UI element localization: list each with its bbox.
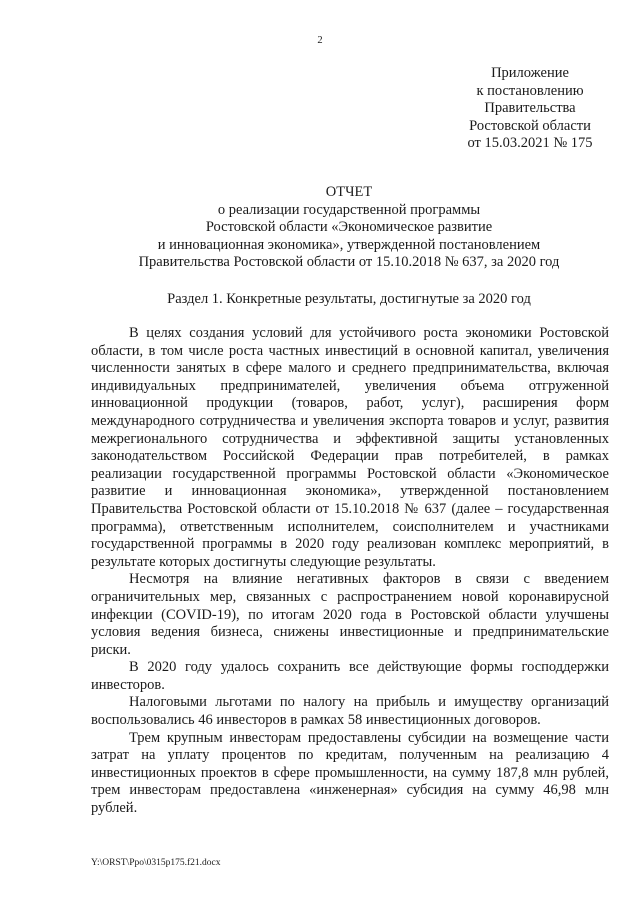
footer-file-path: Y:\ORST\Ppo\0315p175.f21.docx: [91, 858, 221, 868]
paragraph: В 2020 году удалось сохранить все действующие формы господдержки инвесторов.: [91, 659, 609, 693]
report-subtitle-line: Правительства Ростовской области от 15.10.2018 № 637, за 2020 год: [138, 254, 560, 271]
paragraph: Налоговыми льготами по налогу на прибыль и имуществу организаций воспользовались 46 инвесторов в рамках 58 инвестиционных договоров.: [91, 694, 609, 729]
paragraph: В целях создания условий для устойчивого роста экономики Ростовской области, в том числе роста частных инвестиций в основной капитал, увеличения численности занятых в сфере малого и среднего предпринимательства, включая индивидуальных предпринимателей, увеличения объема отгруженной инновационной продукции (товаров, работ, услуг), расширения форм международного сотрудничества и увеличения экспорта товаров и услуг, развития межрегионального сотрудничества и эффективной защиты установленных законодательством Российской Федерации прав потребителей, в рамках реализации государственной программы Ростовской области «Экономическое развитие и инновационная экономика», утвержденной постановлением Правительства Ростовской области от 15.10.2018 № 637 (далее – государственная программа), ответственным исполнителем, соисполнителем и участниками государственной программы в 2020 году реализован комплекс мероприятий, в результате которых достигнуты следующие результаты.: [91, 325, 609, 570]
report-subtitle-line: о реализации государственной программы: [217, 201, 481, 218]
paragraph: Трем крупным инвесторам предоставлены субсидии на возмещение части затрат на уплату процентов по кредитам, полученным на реализацию 4 инвестиционных проектов в сфере промышленности, на сумму 187,8 млн рублей, трем инвесторам предоставлена «инженерная» субсидия на сумму 46,98 млн рублей.: [91, 729, 609, 817]
report-header: [0, 184, 640, 272]
appendix-block: [440, 65, 620, 153]
report-title: ОТЧЕТ: [325, 184, 373, 200]
body-text: [91, 325, 609, 818]
appendix-line: Правительства: [484, 100, 576, 117]
page-number: 2: [317, 35, 323, 46]
appendix-line: Ростовской области: [469, 117, 591, 134]
report-subtitle-line: и инновационная экономика», утвержденной постановлением: [157, 236, 541, 253]
paragraph: Несмотря на влияние негативных факторов в связи с введением ограничительных мер, связанных с распространением новой коронавирусной инфекции (COVID-19), по итогам 2020 года в Ростовской области улучшены условия ведения бизнеса, снижены инвестиционные и предпринимательские риски.: [91, 571, 609, 658]
appendix-line: к постановлению: [476, 82, 584, 99]
appendix-line: Приложение: [491, 65, 569, 81]
report-subtitle-line: Ростовской области «Экономическое развитие: [205, 219, 493, 236]
section-title: Раздел 1. Конкретные результаты, достигнутые за 2020 год: [167, 291, 531, 307]
appendix-line: от 15.03.2021 № 175: [467, 135, 593, 152]
